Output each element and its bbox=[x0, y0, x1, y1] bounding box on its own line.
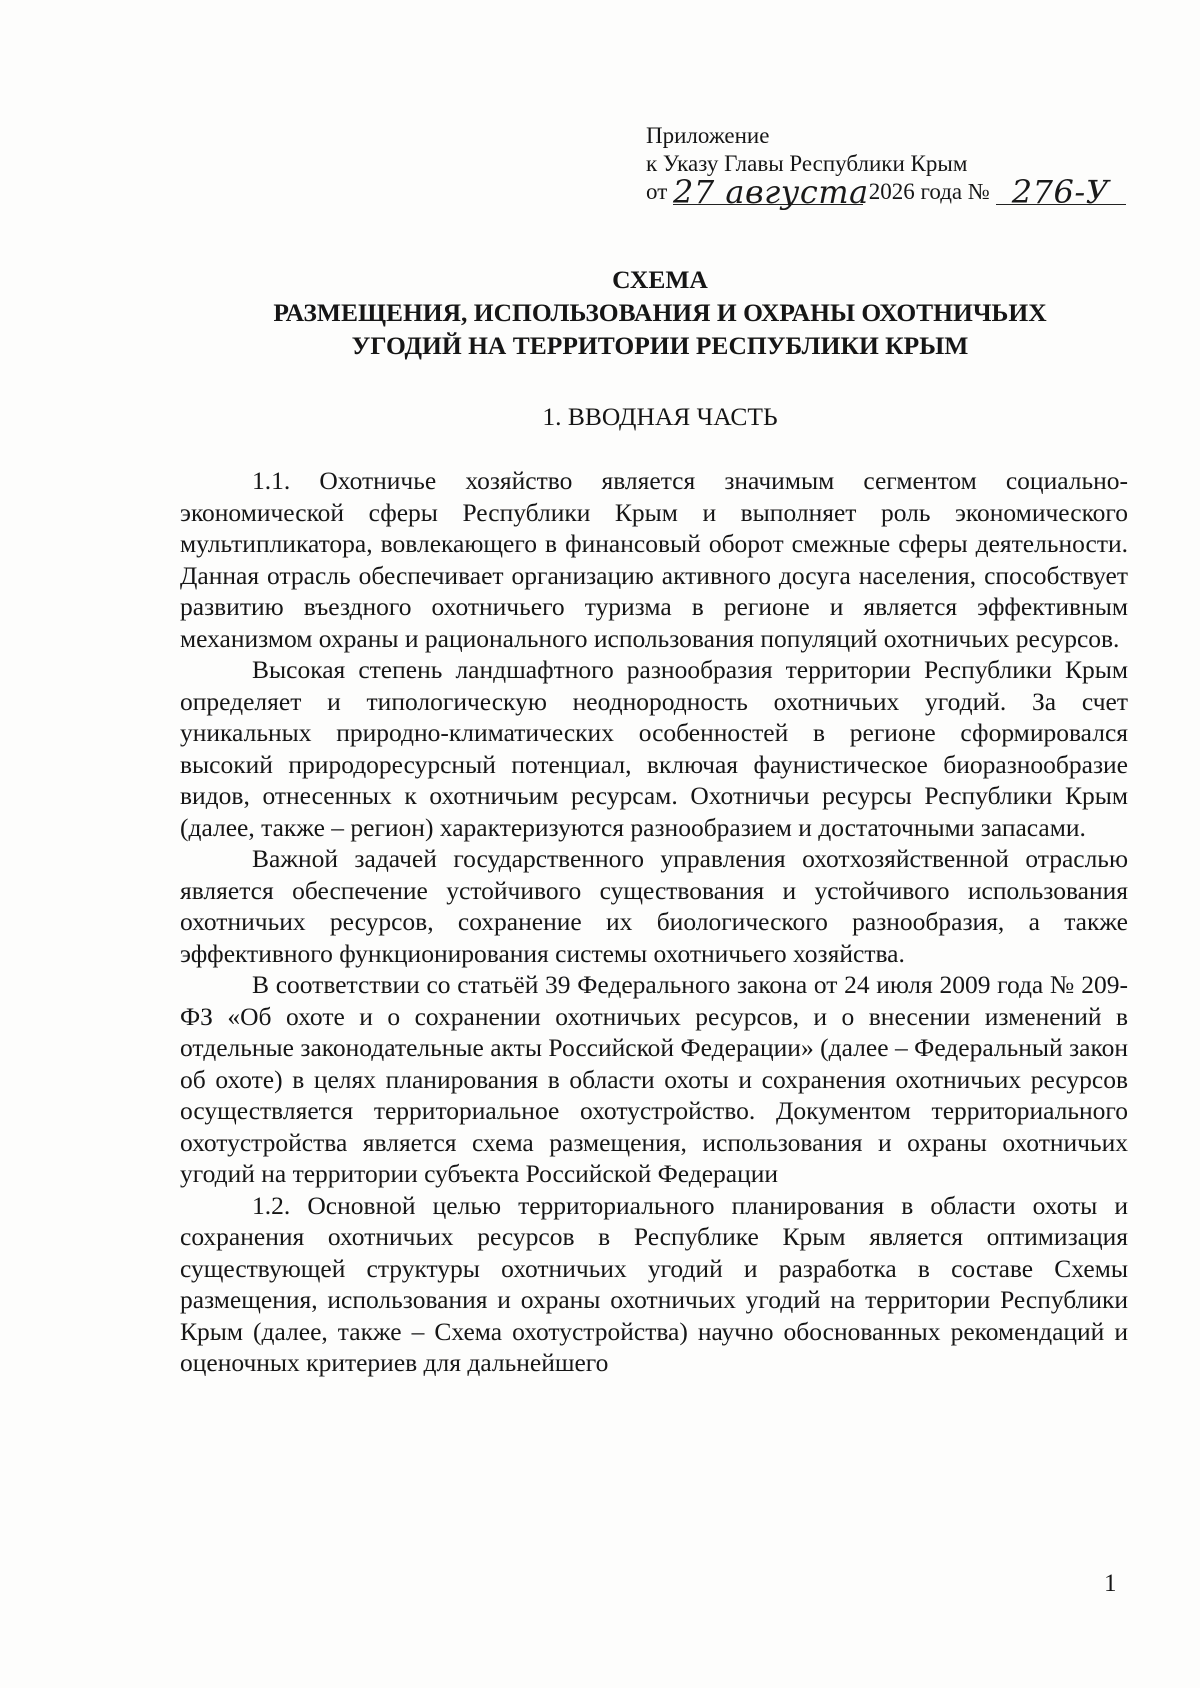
appendix-decree-ref: к Указу Главы Республики Крым bbox=[646, 151, 968, 176]
handwritten-number-field bbox=[996, 173, 1126, 211]
title-line-2: РАЗМЕЩЕНИЯ, ИСПОЛЬЗОВАНИЯ И ОХРАНЫ ОХОТНИЧЬИХ bbox=[273, 298, 1047, 327]
paragraph-landscape: Высокая степень ландшафтного разнообразия территории Республики Крым определяет и типологическую неоднородность охотничьих угодий. За счет уникальных природно-климатических особенностей в регионе сформировался высокий природоресурсный потенциал, включая фаунистическое биоразнообразие видов, отнесенных к охотничьим ресурсам. Охотничьи ресурсы Республики Крым (далее, также – регион) характеризуются разнообразием и достаточными запасами. bbox=[180, 655, 1128, 842]
title-line-3: УГОДИЙ НА ТЕРРИТОРИИ РЕСПУБЛИКИ КРЫМ bbox=[351, 331, 969, 360]
appendix-label: Приложение bbox=[646, 123, 770, 148]
handwritten-date: 27 августа bbox=[673, 173, 869, 211]
title-line-1: СХЕМА bbox=[612, 265, 708, 294]
appendix-date-line bbox=[646, 173, 1126, 211]
appendix-year-label: 2026 года № bbox=[868, 179, 990, 204]
paragraph-1-2: 1.2. Основной целью территориального планирования в области охоты и сохранения охотничьих ресурсов в Республике Крым является оптимизация существующей структуры охотничьих угодий и разработка в составе Схемы размещения, использования и охраны охотничьих угодий на территории Республики Крым (далее, также – Схема охотустройства) научно обоснованных рекомендаций и оценочных критериев для дальнейшего bbox=[180, 1190, 1128, 1377]
paragraph-1-1: 1.1. Охотничье хозяйство является значимым сегментом социально-экономической сферы Республики Крым и выполняет роль экономического мультипликатора, вовлекающего в финансовый оборот смежные сферы деятельности. Данная отрасль обеспечивает организацию активного досуга населения, способствует развитию въездного охотничьего туризма в регионе и является эффективным механизмом охраны и рационального использования популяций охотничьих ресурсов. bbox=[180, 466, 1128, 653]
section-heading: 1. ВВОДНАЯ ЧАСТЬ bbox=[542, 402, 778, 431]
document-title bbox=[180, 263, 1140, 362]
handwritten-number: 276-У bbox=[1011, 173, 1110, 211]
handwritten-date-field bbox=[673, 173, 869, 211]
page-number: 1 bbox=[1104, 1570, 1117, 1597]
appendix-header bbox=[646, 122, 1126, 211]
body-text bbox=[180, 465, 1128, 1379]
paragraph-management: Важной задачей государственного управления охотхозяйственной отраслью является обеспечение устойчивого существования и устойчивого использования охотничьих ресурсов, сохранение их биологического разнообразия, а также эффективного функционирования системы охотничьего хозяйства. bbox=[180, 844, 1128, 968]
paragraph-federal-law: В соответствии со статьёй 39 Федерального закона от 24 июля 2009 года № 209-ФЗ «Об охоте и о сохранении охотничьих ресурсов, и о внесении изменений в отдельные законодательные акты Российской Федерации» (далее – Федеральный закон об охоте) в целях планирования в области охоты и сохранения охотничьих ресурсов осуществляется территориальное охотустройство. Документом территориального охотустройства является схема размещения, использования и охраны охотничьих угодий на территории субъекта Российской Федерации bbox=[180, 970, 1128, 1188]
appendix-from-label: от bbox=[646, 179, 668, 204]
